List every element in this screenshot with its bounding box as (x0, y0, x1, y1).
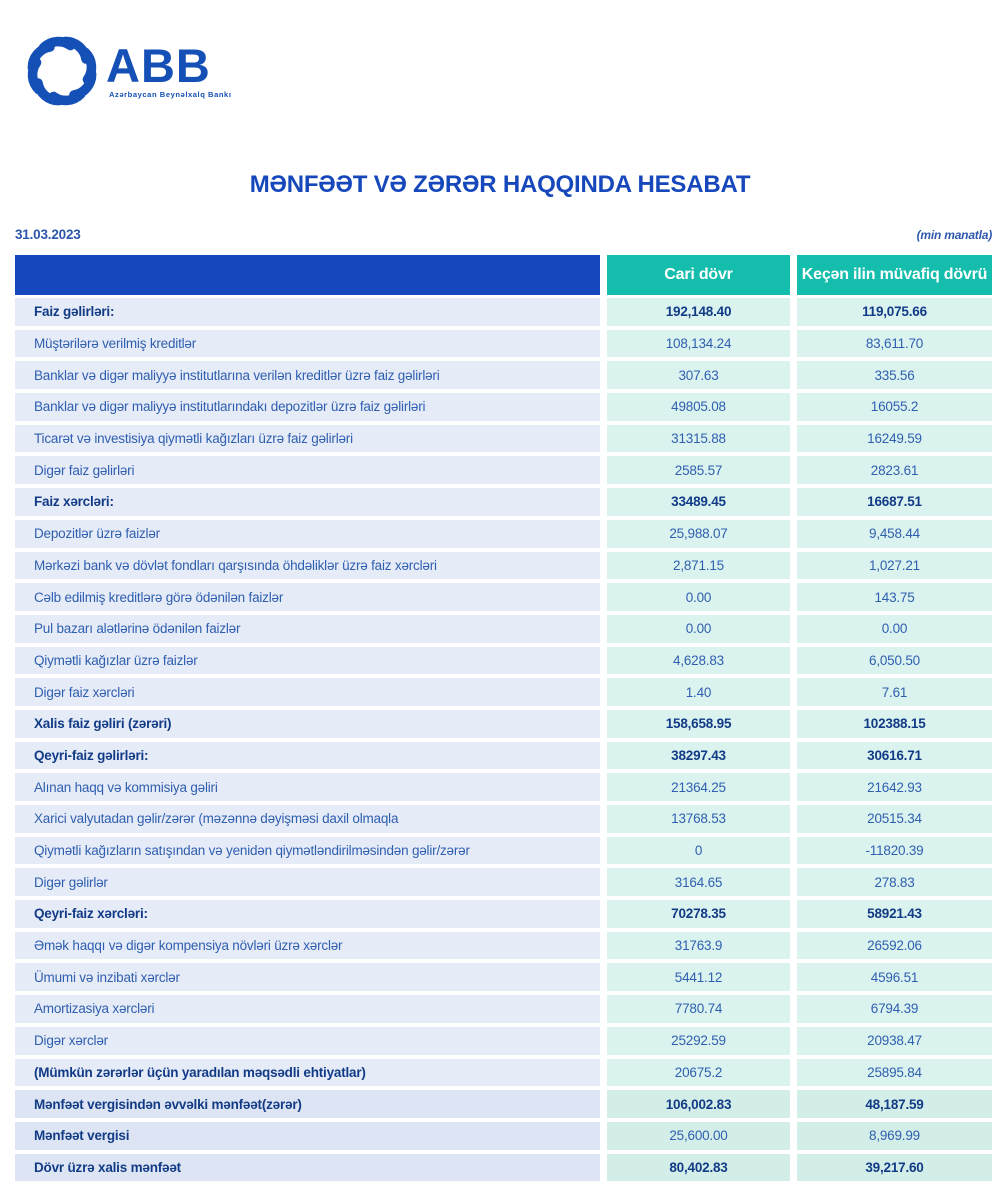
row-previous-value: 16055.2 (797, 393, 992, 421)
abb-swirl-icon (22, 30, 102, 112)
row-previous-value: 102388.15 (797, 710, 992, 738)
row-label: Digər gəlirlər (15, 868, 600, 896)
table-row (15, 963, 992, 991)
report-meta (15, 227, 992, 242)
row-current-value: 108,134.24 (607, 330, 790, 358)
row-label: Qeyri-faiz xərcləri: (15, 900, 600, 928)
row-label: Faiz gəlirləri: (15, 298, 600, 326)
table-row (15, 678, 992, 706)
row-previous-value: 16249.59 (797, 425, 992, 453)
table-row (15, 710, 992, 738)
table-row (15, 456, 992, 484)
row-previous-value: 9,458.44 (797, 520, 992, 548)
row-label: Qeyri-faiz gəlirləri: (15, 742, 600, 770)
row-current-value: 7780.74 (607, 995, 790, 1023)
row-previous-value: 119,075.66 (797, 298, 992, 326)
profit-loss-table (15, 255, 992, 1185)
table-row (15, 488, 992, 516)
row-label: Faiz xərcləri: (15, 488, 600, 516)
row-previous-value: 58921.43 (797, 900, 992, 928)
row-current-value: 158,658.95 (607, 710, 790, 738)
table-row (15, 837, 992, 865)
row-previous-value: 6,050.50 (797, 647, 992, 675)
table-row (15, 1027, 992, 1055)
row-current-value: 49805.08 (607, 393, 790, 421)
row-current-value: 21364.25 (607, 773, 790, 801)
table-row (15, 298, 992, 326)
row-label: Qiymətli kağızlar üzrə faizlər (15, 647, 600, 675)
table-row (15, 1154, 992, 1182)
row-label: Banklar və digər maliyyə institutlarındakı depozitlər üzrə faiz gəlirləri (15, 393, 600, 421)
row-label: Dövr üzrə xalis mənfəət (15, 1154, 600, 1182)
table-row (15, 552, 992, 580)
row-label: Ümumi və inzibati xərclər (15, 963, 600, 991)
row-previous-value: 8,969.99 (797, 1122, 992, 1150)
logo-brand-text: ABB (106, 38, 211, 92)
row-current-value: 1.40 (607, 678, 790, 706)
bank-logo (22, 30, 231, 112)
row-current-value: 80,402.83 (607, 1154, 790, 1182)
table-row (15, 583, 992, 611)
row-label: (Mümkün zərərlər üçün yaradılan məqsədli ehtiyatlar) (15, 1059, 600, 1087)
row-previous-value: 0.00 (797, 615, 992, 643)
row-current-value: 0.00 (607, 615, 790, 643)
page-title: MƏNFƏƏT VƏ ZƏRƏR HAQQINDA HESABAT (249, 171, 751, 198)
row-current-value: 13768.53 (607, 805, 790, 833)
table-row (15, 742, 992, 770)
row-previous-value: 26592.06 (797, 932, 992, 960)
table-row (15, 647, 992, 675)
table-row (15, 1122, 992, 1150)
row-label: Amortizasiya xərcləri (15, 995, 600, 1023)
row-label: Xalis faiz gəliri (zərəri) (15, 710, 600, 738)
table-row (15, 330, 992, 358)
table-row (15, 1090, 992, 1118)
table-row (15, 900, 992, 928)
table-header-row (15, 255, 992, 295)
row-current-value: 106,002.83 (607, 1090, 790, 1118)
report-date: 31.03.2023 (15, 227, 81, 242)
table-row (15, 995, 992, 1023)
header-previous-period: Keçən ilin müvafiq dövrü (797, 255, 992, 295)
row-current-value: 0 (607, 837, 790, 865)
table-row (15, 1059, 992, 1087)
row-current-value: 33489.45 (607, 488, 790, 516)
row-previous-value: 39,217.60 (797, 1154, 992, 1182)
row-label: Mərkəzi bank və dövlət fondları qarşısında öhdəliklər üzrə faiz xərcləri (15, 552, 600, 580)
row-label: Pul bazarı alətlərinə ödənilən faizlər (15, 615, 600, 643)
row-current-value: 192,148.40 (607, 298, 790, 326)
table-row (15, 932, 992, 960)
row-current-value: 31763.9 (607, 932, 790, 960)
row-current-value: 25,988.07 (607, 520, 790, 548)
row-previous-value: 48,187.59 (797, 1090, 992, 1118)
row-previous-value: -11820.39 (797, 837, 992, 865)
row-current-value: 38297.43 (607, 742, 790, 770)
row-previous-value: 278.83 (797, 868, 992, 896)
row-label: Depozitlər üzrə faizlər (15, 520, 600, 548)
header-blank-cell (15, 255, 600, 295)
row-label: Əmək haqqı və digər kompensiya növləri üzrə xərclər (15, 932, 600, 960)
table-row (15, 361, 992, 389)
row-current-value: 307.63 (607, 361, 790, 389)
row-previous-value: 20515.34 (797, 805, 992, 833)
header-current-period: Cari dövr (607, 255, 790, 295)
row-current-value: 4,628.83 (607, 647, 790, 675)
row-previous-value: 25895.84 (797, 1059, 992, 1087)
row-current-value: 25292.59 (607, 1027, 790, 1055)
row-label: Ticarət və investisiya qiymətli kağızları üzrə faiz gəlirləri (15, 425, 600, 453)
row-previous-value: 335.56 (797, 361, 992, 389)
row-label: Digər faiz gəlirləri (15, 456, 600, 484)
row-label: Cəlb edilmiş kreditlərə görə ödənilən faizlər (15, 583, 600, 611)
row-current-value: 2,871.15 (607, 552, 790, 580)
row-label: Mənfəət vergisindən əvvəlki mənfəət(zərər) (15, 1090, 600, 1118)
row-previous-value: 20938.47 (797, 1027, 992, 1055)
row-current-value: 25,600.00 (607, 1122, 790, 1150)
row-previous-value: 21642.93 (797, 773, 992, 801)
row-previous-value: 83,611.70 (797, 330, 992, 358)
row-current-value: 31315.88 (607, 425, 790, 453)
row-previous-value: 7.61 (797, 678, 992, 706)
row-current-value: 2585.57 (607, 456, 790, 484)
row-previous-value: 143.75 (797, 583, 992, 611)
row-current-value: 3164.65 (607, 868, 790, 896)
row-current-value: 70278.35 (607, 900, 790, 928)
unit-note: (min manatla) (916, 228, 992, 242)
row-label: Mənfəət vergisi (15, 1122, 600, 1150)
row-previous-value: 1,027.21 (797, 552, 992, 580)
row-label: Müştərilərə verilmiş kreditlər (15, 330, 600, 358)
table-row (15, 425, 992, 453)
table-row (15, 805, 992, 833)
row-label: Banklar və digər maliyyə institutlarına verilən kreditlər üzrə faiz gəlirləri (15, 361, 600, 389)
row-current-value: 0.00 (607, 583, 790, 611)
row-label: Digər faiz xərcləri (15, 678, 600, 706)
row-previous-value: 6794.39 (797, 995, 992, 1023)
row-label: Alınan haqq və kommisiya gəliri (15, 773, 600, 801)
table-row (15, 773, 992, 801)
table-row (15, 868, 992, 896)
row-previous-value: 2823.61 (797, 456, 992, 484)
row-previous-value: 30616.71 (797, 742, 992, 770)
row-current-value: 5441.12 (607, 963, 790, 991)
table-row (15, 393, 992, 421)
row-label: Qiymətli kağızların satışından və yenidən qiymətləndirilməsindən gəlir/zərər (15, 837, 600, 865)
row-previous-value: 4596.51 (797, 963, 992, 991)
row-current-value: 20675.2 (607, 1059, 790, 1087)
row-label: Digər xərclər (15, 1027, 600, 1055)
table-row (15, 520, 992, 548)
row-previous-value: 16687.51 (797, 488, 992, 516)
logo-tagline: Azərbaycan Beynəlxalq Bankı (109, 89, 232, 99)
row-label: Xarici valyutadan gəlir/zərər (məzənnə dəyişməsi daxil olmaqla (15, 805, 600, 833)
table-row (15, 615, 992, 643)
